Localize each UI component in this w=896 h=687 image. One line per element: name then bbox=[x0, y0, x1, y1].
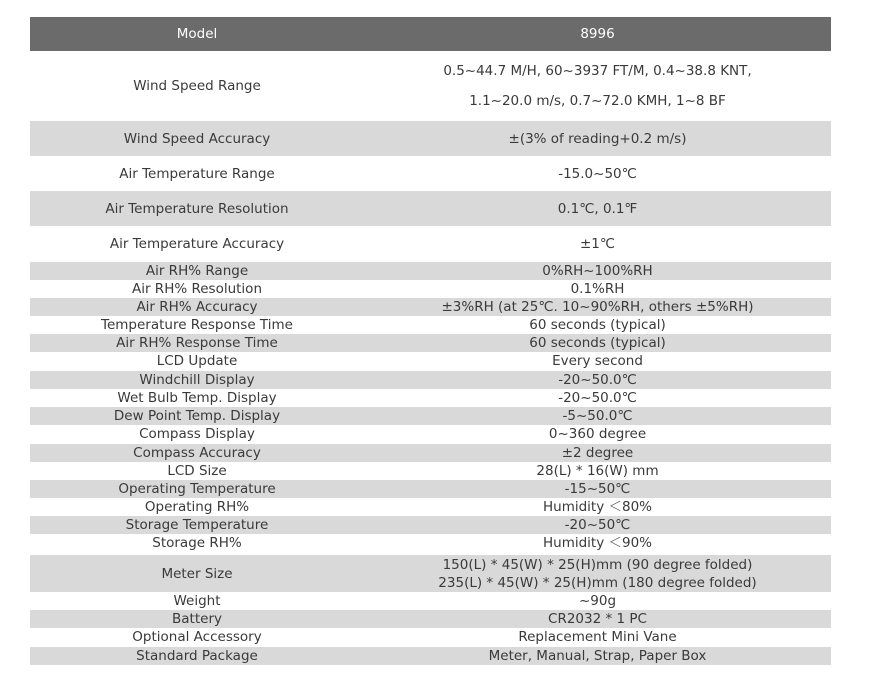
table-row bbox=[30, 262, 831, 280]
spec-value bbox=[364, 262, 831, 280]
spec-value-line: ±2 degree bbox=[561, 445, 634, 461]
spec-value bbox=[364, 371, 831, 389]
spec-value bbox=[364, 647, 831, 665]
spec-label: Air RH% Range bbox=[145, 263, 249, 279]
spec-value-line: Humidity ＜80% bbox=[542, 499, 652, 515]
spec-value bbox=[364, 462, 831, 480]
spec-value bbox=[364, 280, 831, 298]
spec-value-line: Every second bbox=[552, 353, 643, 369]
spec-label: Air RH% Resolution bbox=[131, 281, 263, 297]
table-row bbox=[30, 407, 831, 425]
spec-value bbox=[364, 352, 831, 370]
table-row bbox=[30, 389, 831, 407]
spec-value bbox=[364, 555, 831, 592]
spec-value-line: 150(L) * 45(W) * 25(H)mm (90 degree folded) bbox=[442, 556, 753, 573]
spec-value-line: ±1℃ bbox=[579, 235, 616, 252]
spec-label: Optional Accessory bbox=[132, 629, 262, 645]
table-row bbox=[30, 51, 831, 121]
table-row bbox=[30, 334, 831, 352]
spec-value-line: CR2032 * 1 PC bbox=[548, 611, 647, 627]
spec-value bbox=[364, 298, 831, 316]
table-row bbox=[30, 498, 831, 516]
spec-label: Storage RH% bbox=[152, 535, 242, 551]
table-row bbox=[30, 516, 831, 534]
spec-value-line: -20~50.0℃ bbox=[558, 390, 637, 406]
spec-label: LCD Size bbox=[167, 463, 227, 479]
table-row bbox=[30, 226, 831, 261]
spec-value bbox=[364, 534, 831, 552]
spec-value bbox=[364, 226, 831, 261]
spec-value bbox=[364, 316, 831, 334]
spec-value bbox=[364, 51, 831, 121]
spec-value-line: 0.5~44.7 M/H, 60~3937 FT/M, 0.4~38.8 KNT, bbox=[443, 63, 752, 79]
spec-value bbox=[364, 407, 831, 425]
spec-label: Standard Package bbox=[136, 648, 258, 664]
table-row bbox=[30, 592, 831, 610]
spec-label: Wind Speed Range bbox=[133, 78, 261, 94]
header-model-value: 8996 bbox=[580, 26, 615, 42]
spec-label: Operating RH% bbox=[144, 499, 250, 515]
spec-value bbox=[364, 425, 831, 443]
spec-value-line: -5~50.0℃ bbox=[562, 408, 633, 424]
spec-label: Windchill Display bbox=[139, 372, 255, 388]
spec-label: Wind Speed Accuracy bbox=[123, 130, 271, 147]
spec-value-line: 60 seconds (typical) bbox=[529, 335, 666, 351]
table-row bbox=[30, 425, 831, 443]
table-row bbox=[30, 534, 831, 552]
table-row bbox=[30, 610, 831, 628]
spec-value bbox=[364, 628, 831, 646]
spec-value-line: 28(L) * 16(W) mm bbox=[536, 463, 659, 479]
table-row bbox=[30, 352, 831, 370]
spec-value-line: -15~50℃ bbox=[564, 481, 631, 497]
spec-label: LCD Update bbox=[156, 353, 238, 369]
table-row bbox=[30, 647, 831, 665]
spec-value-line: Meter, Manual, Strap, Paper Box bbox=[488, 648, 707, 664]
spec-value bbox=[364, 156, 831, 191]
spec-label: Temperature Response Time bbox=[101, 317, 293, 333]
spec-value-line: ±3%RH (at 25℃. 10~90%RH, others ±5%RH) bbox=[441, 299, 754, 315]
table-row bbox=[30, 371, 831, 389]
spec-value bbox=[364, 516, 831, 534]
table-row bbox=[30, 191, 831, 226]
spec-value bbox=[364, 498, 831, 516]
spec-label: Compass Accuracy bbox=[133, 445, 261, 461]
table-row bbox=[30, 480, 831, 498]
spec-value bbox=[364, 610, 831, 628]
spec-label: Operating Temperature bbox=[118, 481, 276, 497]
spec-label: Air RH% Accuracy bbox=[136, 299, 258, 315]
table-row bbox=[30, 156, 831, 191]
spec-label: Air Temperature Accuracy bbox=[109, 235, 285, 252]
table-row bbox=[30, 121, 831, 156]
spec-label: Meter Size bbox=[161, 565, 233, 582]
spec-value bbox=[364, 592, 831, 610]
spec-value-line: 235(L) * 45(W) * 25(H)mm (180 degree folded) bbox=[438, 574, 757, 591]
spec-value-line: -20~50℃ bbox=[564, 517, 631, 533]
spec-value-line: Humidity ＜90% bbox=[542, 535, 652, 551]
spec-value-line: ~90g bbox=[578, 593, 617, 609]
spec-value-line: 1.1~20.0 m/s, 0.7~72.0 KMH, 1~8 BF bbox=[469, 93, 726, 109]
spec-value-line: Replacement Mini Vane bbox=[518, 629, 677, 645]
spec-label: Battery bbox=[172, 611, 222, 627]
spec-value-line: 0.1%RH bbox=[570, 281, 625, 297]
spec-value-line: 0%RH~100%RH bbox=[542, 263, 653, 279]
spec-label: Air Temperature Resolution bbox=[105, 200, 289, 217]
table-row bbox=[30, 555, 831, 592]
spec-label: Weight bbox=[173, 593, 221, 609]
spec-value bbox=[364, 191, 831, 226]
spec-value bbox=[364, 480, 831, 498]
spec-value bbox=[364, 334, 831, 352]
spec-value-line: -15.0~50℃ bbox=[558, 165, 637, 182]
spec-value bbox=[364, 121, 831, 156]
spec-label: Wet Bulb Temp. Display bbox=[117, 390, 277, 406]
table-row bbox=[30, 462, 831, 480]
spec-label: Air RH% Response Time bbox=[116, 335, 278, 351]
spec-value-line: -20~50.0℃ bbox=[558, 372, 637, 388]
table-row bbox=[30, 628, 831, 646]
spec-label: Dew Point Temp. Display bbox=[113, 408, 281, 424]
spec-label: Air Temperature Range bbox=[119, 165, 275, 182]
spec-value-line: 0.1℃, 0.1℉ bbox=[557, 200, 638, 217]
table-row bbox=[30, 444, 831, 462]
table-row bbox=[30, 280, 831, 298]
spec-value bbox=[364, 444, 831, 462]
spec-value-line: ±(3% of reading+0.2 m/s) bbox=[508, 130, 687, 147]
table-header bbox=[30, 17, 831, 51]
spec-label: Compass Display bbox=[139, 426, 255, 442]
spec-value bbox=[364, 389, 831, 407]
spec-value-line: 60 seconds (typical) bbox=[529, 317, 666, 333]
spec-value-line: 0~360 degree bbox=[548, 426, 647, 442]
spec-label: Storage Temperature bbox=[125, 517, 269, 533]
header-model-label: Model bbox=[176, 26, 218, 42]
table-row bbox=[30, 316, 831, 334]
table-row bbox=[30, 298, 831, 316]
